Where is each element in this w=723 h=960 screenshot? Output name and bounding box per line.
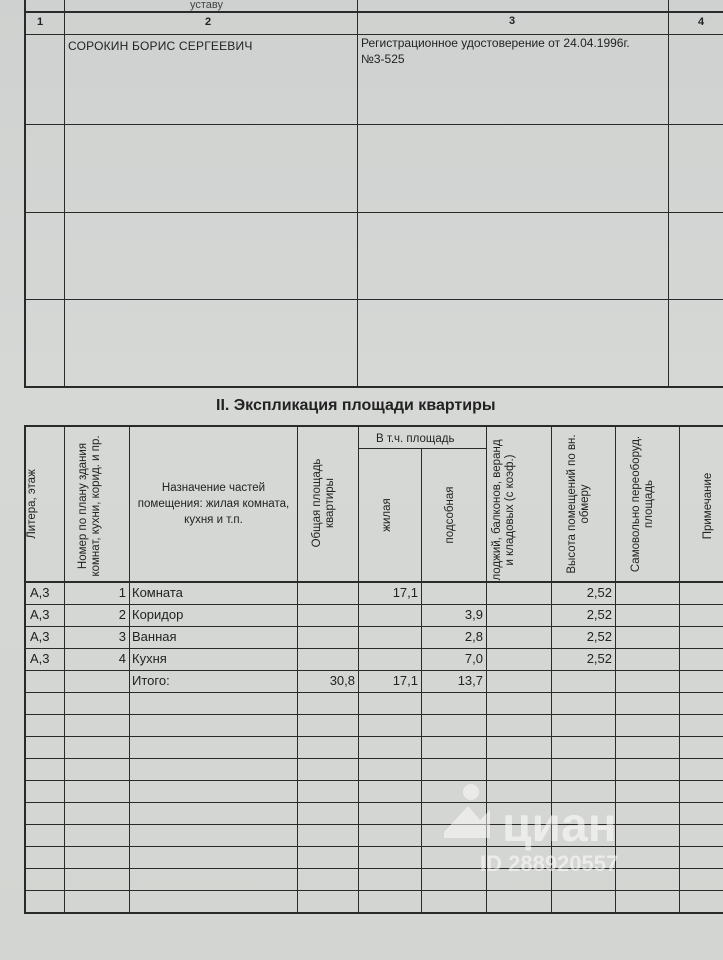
- cell-num: 2: [118, 607, 126, 622]
- cell-aux: 3,9: [464, 607, 483, 622]
- cell-aux: 7,0: [464, 651, 483, 666]
- cell-litera: А,3: [30, 585, 50, 600]
- owner-document-line1: Регистрационное удостоверение от 24.04.1996г.: [361, 36, 630, 50]
- cell-height: 2,52: [586, 585, 612, 600]
- header-living: жилая: [381, 498, 393, 532]
- header-purpose: Назначение частей помещения: жилая комната, кухня и т.п.: [137, 482, 290, 527]
- header-note: Примечание: [702, 472, 714, 540]
- section-title: II. Экспликация площади квартиры: [216, 397, 496, 414]
- cell-living: 17,1: [392, 585, 418, 600]
- column-number-1: 1: [37, 16, 44, 28]
- cell-litera: А,3: [30, 607, 50, 622]
- header-total-area: Общая площадь квартиры: [311, 458, 337, 548]
- column-number-3: 3: [509, 15, 516, 27]
- header-self-rebuilt: Самовольно переоборуд. площадь: [630, 435, 656, 573]
- header-incl-area: В т.ч. площадь: [376, 433, 455, 445]
- cell-living: 17,1: [392, 673, 418, 688]
- header-number: Номер по плану здания комнат, кухни, корид. и пр.: [77, 435, 103, 577]
- cell-num: 3: [118, 629, 126, 644]
- cell-num: 4: [118, 651, 126, 666]
- watermark-id: ID 288920557: [480, 851, 619, 876]
- cell-purpose: Комната: [132, 585, 183, 600]
- header-loggias: лоджий, балконов, веранд и кладовых (с коэф.): [491, 439, 517, 581]
- header-litera: Литера, этаж: [26, 469, 38, 539]
- cian-house-icon: [438, 780, 498, 844]
- watermark-brand: циан: [502, 799, 617, 852]
- cell-litera: А,3: [30, 651, 50, 666]
- cell-height: 2,52: [586, 629, 612, 644]
- owner-document-line2: №3-525: [361, 52, 405, 66]
- column-number-2: 2: [205, 16, 212, 28]
- cell-num: 1: [118, 585, 126, 600]
- cell-purpose: Итого:: [132, 673, 170, 688]
- column-number-4: 4: [698, 16, 705, 28]
- cell-height: 2,52: [586, 607, 612, 622]
- header-auxiliary: подсобная: [444, 486, 456, 544]
- cell-total: 30,8: [329, 673, 355, 688]
- cell-litera: А,3: [30, 629, 50, 644]
- owner-name: СОРОКИН БОРИС СЕРГЕЕВИЧ: [68, 39, 253, 53]
- cell-aux: 2,8: [464, 629, 483, 644]
- cell-purpose: Коридор: [132, 607, 184, 622]
- top-fragment-text: уставу: [190, 0, 224, 11]
- cell-aux: 13,7: [457, 673, 483, 688]
- cell-height: 2,52: [586, 651, 612, 666]
- header-height: Высота помещений по вн. обмеру: [566, 434, 592, 574]
- cell-purpose: Кухня: [132, 651, 167, 666]
- cell-purpose: Ванная: [132, 629, 177, 644]
